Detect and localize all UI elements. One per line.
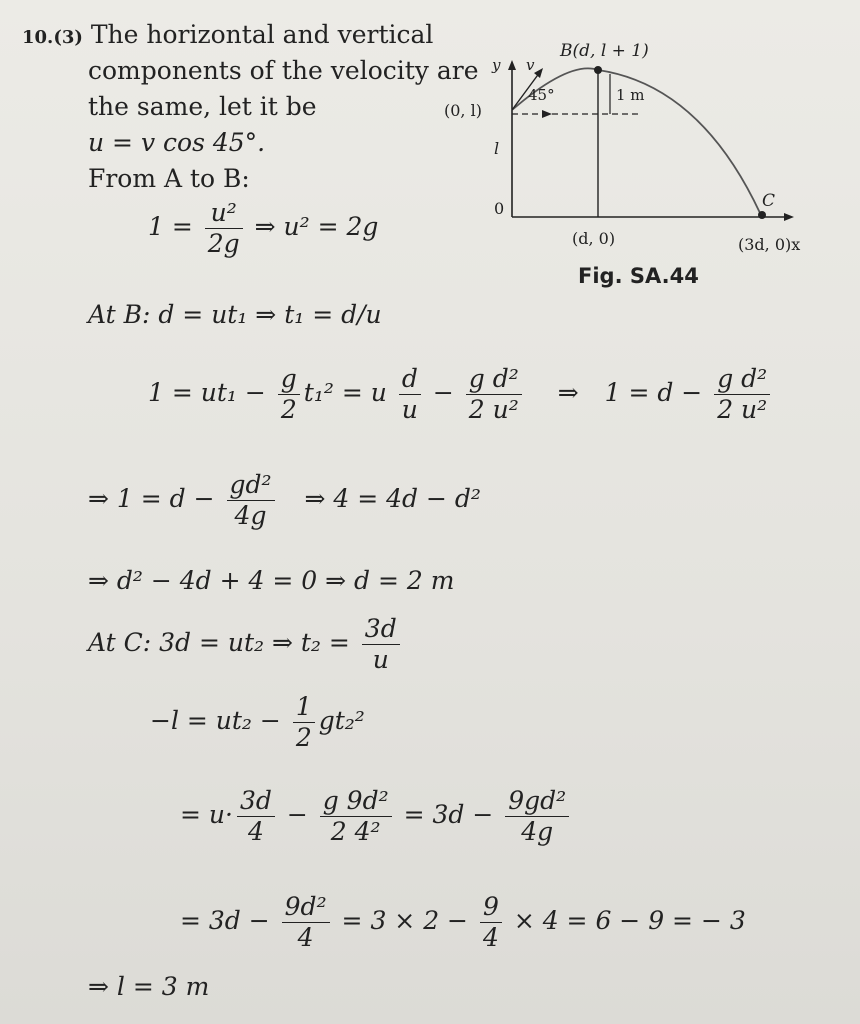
question-intro-line-1: 10.(3) The horizontal and vertical — [22, 20, 434, 49]
equation-4: ⇒ 1 = d − $\frac{\text{gd²}}{4g}$ ⇒ 4 = 4d − d² — [88, 470, 481, 530]
label-l: l — [494, 139, 500, 158]
horizontal-arrowhead — [542, 110, 552, 118]
equation-10: ⇒ l = 3 m — [88, 972, 210, 1001]
label-C: C — [762, 191, 776, 211]
equation-9: = 3d − $\frac{\text{9d²}}{4}$ = 3 × 2 − $\frac{9}{4}$ × 4 = 6 − 9 = − 3 — [180, 892, 746, 952]
fraction: $\frac{\text{9d²}}{4}$ — [282, 892, 330, 953]
label-0: 0 — [494, 199, 505, 218]
y-axis-arrow — [508, 60, 516, 70]
fraction: $\frac{\text{g d²}}{\text{2 u²}}$ — [466, 364, 522, 425]
label-y: y — [492, 56, 501, 74]
question-intro-line-2: components of the velocity are — [88, 56, 479, 85]
velocity-arrowhead — [534, 68, 543, 78]
point-B — [594, 66, 602, 74]
fraction: $\frac{d}{u}$ — [399, 364, 421, 425]
equation-8: = u· $\frac{3d}{4}$ − $\frac{\text{g 9d²}}{\text{2 4²}}$ = 3d − $\frac{\text{9gd²}}{4g}$ — [180, 786, 573, 847]
fraction: $\frac{\text{9gd²}}{4g}$ — [505, 786, 569, 847]
point-C — [758, 211, 766, 219]
label-d0: (d, 0) — [572, 229, 616, 248]
label-3d0: (3d, 0)x — [738, 235, 801, 254]
equation-1: 1 = $\frac{\text{u²}}{2g}$ ⇒ u² = 2g — [148, 198, 379, 258]
label-0l: (0, l) — [444, 101, 482, 120]
fraction: $\frac{\text{gd²}}{4g}$ — [227, 470, 275, 531]
question-number: 10.(3) — [22, 27, 83, 48]
label-v: v — [526, 56, 535, 74]
fraction: $\frac{\text{g 9d²}}{\text{2 4²}}$ — [320, 786, 392, 847]
equation-2: At B: d = ut₁ ⇒ t₁ = d/u — [88, 300, 382, 329]
label-1m: 1 m — [616, 86, 645, 104]
question-intro-line-3: the same, let it be — [88, 92, 317, 121]
figure-caption: Fig. SA.44 — [578, 264, 699, 288]
fraction: $\frac{g}{2}$ — [278, 364, 300, 425]
fraction: $\frac{\text{u²}}{2g}$ — [205, 198, 243, 259]
equation-6: At C: 3d = ut₂ ⇒ t₂ = $\frac{3d}{u}$ — [88, 614, 404, 675]
fraction: $\frac{3d}{4}$ — [237, 786, 275, 847]
fraction: $\frac{3d}{u}$ — [362, 614, 400, 675]
question-intro-line-5: From A to B: — [88, 164, 250, 193]
equation-3: 1 = ut₁ − $\frac{g}{2}$ t₁² = u $\frac{d}{u}$ − $\frac{\text{g d²}}{\text{2 u²}}$ ⇒ 1 = d − $\frac{\text{g d²}}{\text{2 u²}}$ — [148, 364, 774, 425]
equation-7: −l = ut₂ − $\frac{1}{2}$ gt₂² — [150, 692, 365, 752]
x-axis-arrow — [784, 213, 794, 221]
fraction: $\frac{1}{2}$ — [293, 692, 315, 753]
fraction: $\frac{\text{g d²}}{\text{2 u²}}$ — [714, 364, 770, 425]
equation-5: ⇒ d² − 4d + 4 = 0 ⇒ d = 2 m — [88, 566, 455, 595]
projectile-figure — [440, 30, 840, 260]
fraction: $\frac{9}{4}$ — [480, 892, 502, 953]
question-intro-line-4: u = v cos 45°. — [88, 128, 266, 157]
label-B: B(d, l + 1) — [560, 41, 649, 61]
label-45: 45° — [528, 86, 555, 104]
